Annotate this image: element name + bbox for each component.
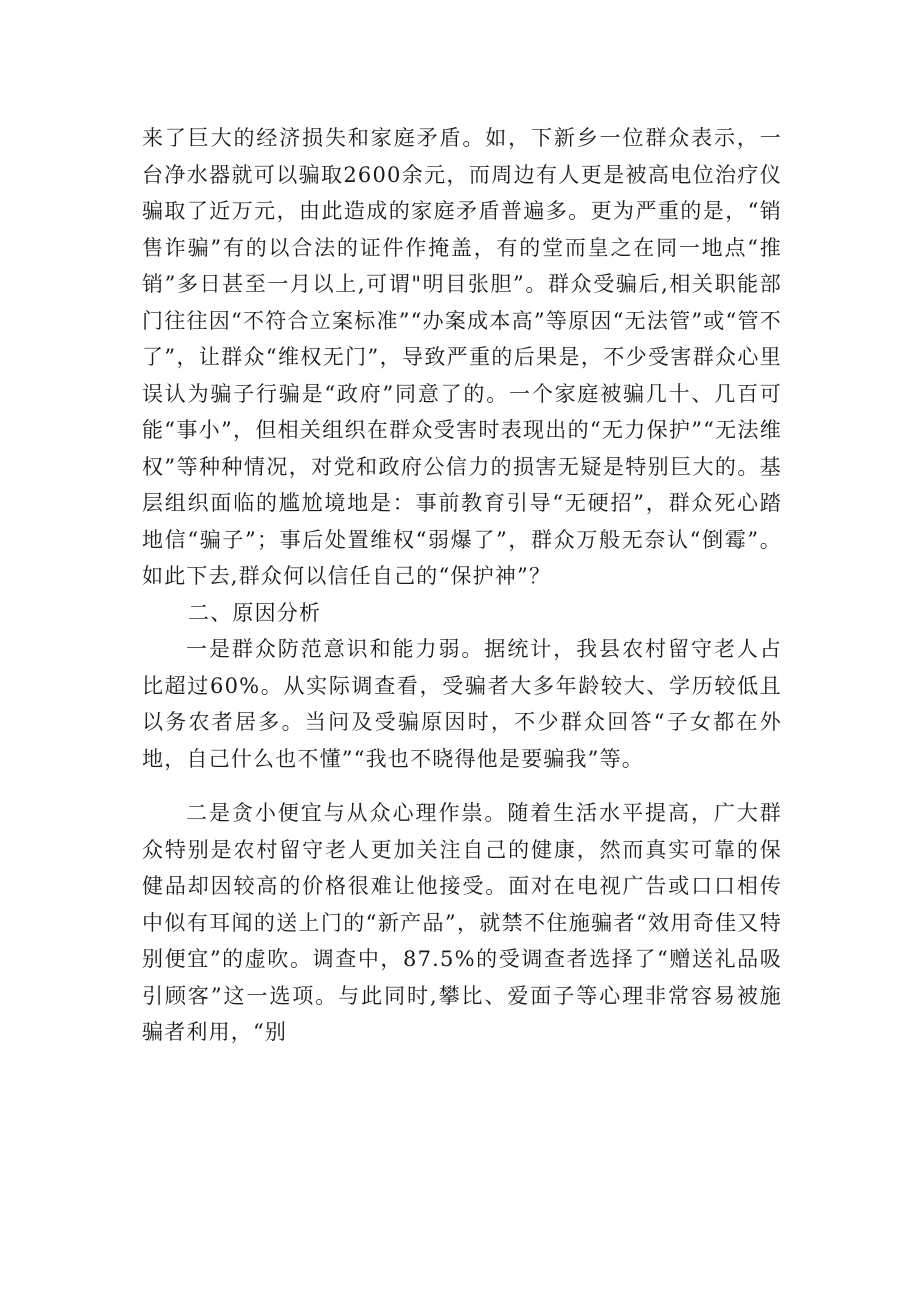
paragraph-cause-two: 二是贪小便宜与从众心理作祟。随着生活水平提高，广大群众特别是农村留守老人更加关注自己的健康，然而真实可靠的保健品却因较高的价格很难让他接受。面对在电视广告或口口相传中似有耳闻的送上门的“新产品”，就禁不住施骗者“效用奇佳又特别便宜”的虚吹。调查中，87.5%的受调查者选择了“赠送礼品吸引顾客”这一选项。与此同时,攀比、爱面子等心理非常容易被施骗者利用，“别 [142, 801, 782, 1044]
paragraph-cause-one: 一是群众防范意识和能力弱。据统计，我县农村留守老人占比超过60%。从实际调查看，受骗者大多年龄较大、学历较低且以务农者居多。当问及受骗原因时，不少群众回答“子女都在外地，自己什么也不懂”“我也不晓得他是要骗我”等。 [142, 637, 782, 771]
document-body [142, 120, 782, 1051]
paragraph-consequences: 来了巨大的经济损失和家庭矛盾。如，下新乡一位群众表示，一台净水器就可以骗取2600余元，而周边有人更是被高电位治疗仪骗取了近万元，由此造成的家庭矛盾普遍多。更为严重的是，“销售诈骗”有的以合法的证件作掩盖，有的堂而皇之在同一地点“推销”多日甚至一月以上,可谓"明目张胆”。群众受骗后,相关职能部门往往因“不符合立案标准”“办案成本高”等原因“无法管”或“管不了”，让群众“维权无门”，导致严重的后果是，不少受害群众心里误认为骗子行骗是“政府”同意了的。一个家庭被骗几十、几百可能“事小”，但相关组织在群众受害时表现出的“无力保护”“无法维权”等种种情况，对党和政府公信力的损害无疑是特别巨大的。基层组织面临的尴尬境地是：事前教育引导“无硬招”，群众死心踏地信“骗子”；事后处置维权“弱爆了”，群众万般无奈认“倒霉”。如此下去,群众何以信任自己的“保护神”？ [142, 126, 782, 588]
section-heading-cause-analysis: 二、原因分析 [188, 600, 322, 625]
paragraph-gap [142, 777, 782, 795]
